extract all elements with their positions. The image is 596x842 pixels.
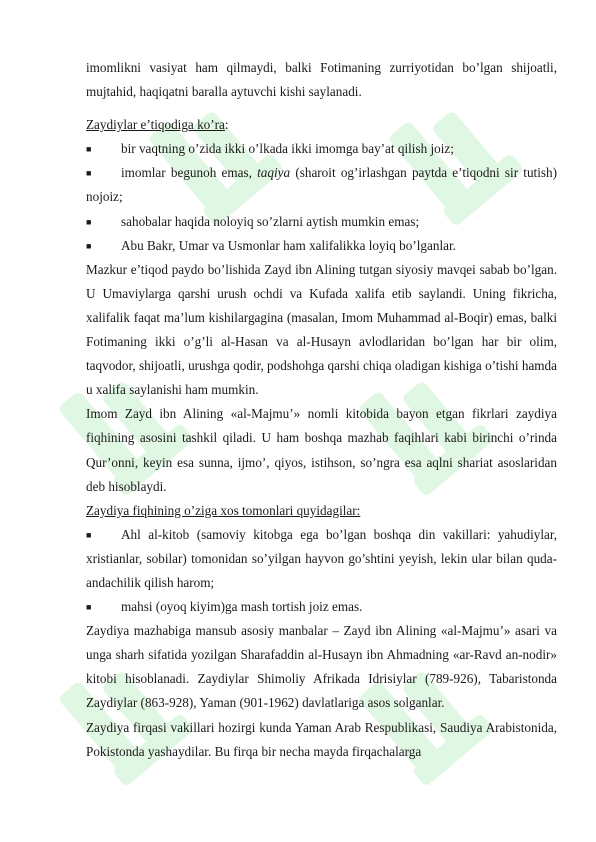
list-item-text: Ahl al-kitob (samoviy kitobga ega bo’lgan boshqa din vakillari: yahudiylar, xristianlar, sobilar) tomonidan so’yilgan hayvon go’shtini yeyish, lekin ular bilan quda-andachilik qilish harom;: [86, 526, 557, 590]
bullet-icon: ■: [86, 168, 92, 179]
list-item: [86, 523, 557, 595]
paragraph: Mazkur e’tiqod paydo bo’lishida Zayd ibn Alining tutgan siyosiy mavqei sabab bo’lgan. U Umaviylarga qarshi urush ochdi va Kufada xalifa etib saylandi. Uning fikricha, xalifalik faqat ma’lum kishilargagina (masalan, Imom Muhammad al-Boqir) emas, balki Fotimaning ikki o’g’li al-Hasan va al-Husayn avlodlaridan bo’lgan har bir olim, taqvodor, shijoatli, urushga qodir, podshohga qarshi chiqa oladigan kishiga o’tishi hamda u xalifa saylanishi ham mumkin.: [86, 261, 557, 398]
paragraph: Zaydiya firqasi vakillari hozirgi kunda Yaman Arab Respublikasi, Saudiya Arabistonida, Pokistonda yashaydilar. Bu firqa bir necha mayda firqachalarga: [86, 719, 557, 759]
list-item: [86, 234, 557, 258]
list-item-text: (sharoit og’irlashgan paytda e’tiqodni sir tutish) nojoiz;: [86, 165, 557, 205]
document-body: [86, 56, 557, 764]
list-item-text: sahobalar haqida noloyiq so’zlarni aytish mumkin emas;: [121, 213, 420, 229]
heading-text: Zaydiya fiqhining o’ziga xos tomonlari quyidagilar:: [86, 502, 361, 518]
bullet-icon: ■: [86, 240, 92, 251]
section-heading: [86, 499, 557, 523]
list-item: [86, 161, 557, 209]
paragraph: imomlikni vasiyat ham qilmaydi, balki Fotimaning zurriyotidan bo’lgan shijoatli, mujtahid, haqiqatni baralla aytuvchi kishi saylanadi.: [86, 60, 557, 100]
italic-term: taqiya: [257, 165, 291, 181]
list-item: [86, 137, 557, 161]
bullet-icon: ■: [86, 529, 92, 540]
bullet-icon: ■: [86, 144, 92, 155]
bullet-icon: ■: [86, 216, 92, 227]
heading-text: Zaydiylar e’tiqodiga ko’ra: [86, 117, 225, 133]
paragraph: Zaydiya mazhabiga mansub asosiy manbalar – Zayd ibn Alining «al-Majmu’» asari va unga sharh sifatida yozilgan Sharafaddin al-Husayn ibn Ahmadning «ar-Ravd an-nodir» kitobi hisoblanadi. Zaydiylar Shimoliy Afrikada Idrisiylar (789-926), Tabaristonda Zaydiylar (863-928), Yaman (901-1962) davlatlariga asos solganlar.: [86, 623, 557, 711]
list-item-text: mahsi (oyoq kiyim)ga mash tortish joiz emas.: [121, 599, 363, 615]
list-item: [86, 210, 557, 234]
list-item: [86, 595, 557, 619]
heading-colon: :: [224, 117, 229, 133]
list-item-text: imomlar begunoh emas,: [121, 165, 258, 181]
list-item-text: Abu Bakr, Umar va Usmonlar ham xalifalikka loyiq bo’lganlar.: [121, 237, 456, 253]
section-heading: [86, 113, 557, 137]
paragraph: Imom Zayd ibn Alining «al-Majmu’» nomli kitobida bayon etgan fikrlari zaydiya fiqhining asosini tashkil qiladi. U ham boshqa mazhab faqihlari kabi birinchi o’rinda Qur’onni, keyin esa sunna, ijmo’, qiyos, istihson, so’ngra esa aqlni shariat asoslaridan deb hisoblaydi.: [86, 406, 557, 494]
bullet-icon: ■: [86, 602, 92, 613]
list-item-text: bir vaqtning o’zida ikki o’lkada ikki imomga bay’at qilish joiz;: [121, 141, 454, 157]
